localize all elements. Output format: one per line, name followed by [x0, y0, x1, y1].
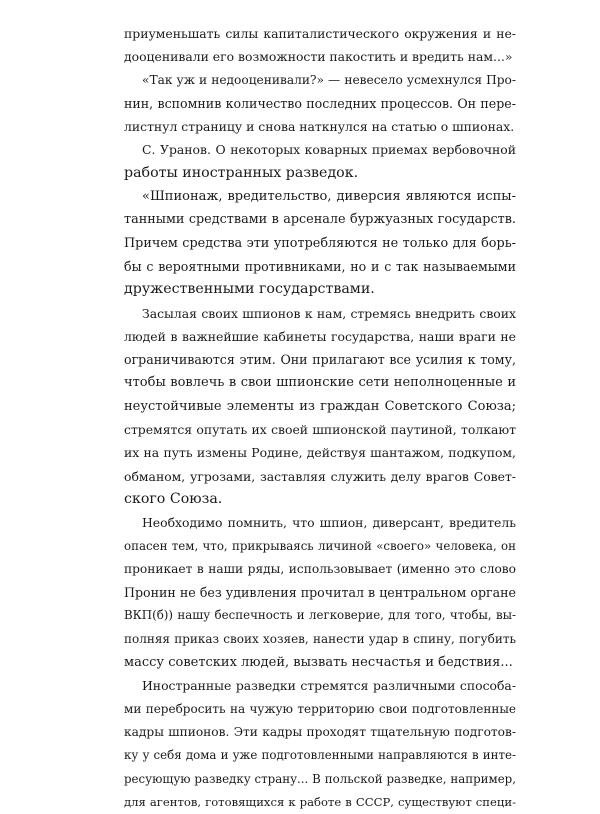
text-line: неустойчивые элементы из граждан Советского Союза;	[124, 398, 516, 414]
paragraph	[124, 302, 516, 512]
text-line: бы с вероятными противниками, но и с так называемыми	[124, 258, 516, 274]
text-line: ского Союза.	[124, 490, 223, 507]
paragraph	[124, 138, 516, 185]
text-line: кадры шпионов. Эти кадры проходят тщательную подготов-	[124, 724, 516, 739]
text-line: Пронин не без удивления прочитал в центральном органе	[124, 585, 516, 601]
paragraph	[124, 185, 516, 301]
text-line: дооценивали его возможности пакостить и вредить нам...»	[124, 49, 513, 65]
text-line: Необходимо помнить, что шпион, диверсант, вредитель	[142, 515, 516, 531]
text-line: чтобы вовлечь в свои шпионские сети неполноценные и	[124, 375, 516, 391]
text-line: ограничиваются этим. Они прилагают все усилия к тому,	[124, 352, 516, 368]
text-line: «Так уж и недооценивали?» — невесело усмехнулся Про-	[142, 72, 516, 87]
text-line: их на путь измены Родине, действуя шантажом, подкупом,	[124, 445, 516, 461]
text-line: массу советских людей, вызвать несчастья и бедствия...	[124, 655, 513, 671]
text-line: С. Уранов. О некоторых коварных приемах вербовочной	[142, 142, 516, 158]
text-line: проникает в наши ряды, использовывает (именно это слово	[124, 561, 516, 576]
paragraph	[124, 69, 516, 139]
text-line: приуменьшать силы капиталистического окружения и не-	[124, 26, 516, 41]
text-line: Иностранные разведки стремятся различными способа-	[142, 678, 516, 694]
text-line: нин, вспомнив количество последних процессов. Он пере-	[124, 95, 516, 111]
text-line: ку у себя дома и уже подготовленными направляются в инте-	[124, 748, 516, 763]
text-line: работы иностранных разведок.	[124, 164, 359, 181]
text-line: ми перебросить на чужую территорию свои подготовленные	[124, 701, 516, 716]
text-line: дружественными государствами.	[124, 281, 375, 298]
paragraph	[124, 22, 516, 69]
text-line: людей в важнейшие кабинеты государства, наши враги не	[124, 328, 516, 344]
text-line: листнул страницу и снова наткнулся на статью о шпионах.	[124, 119, 515, 135]
page-text	[124, 22, 516, 814]
paragraph	[124, 511, 516, 674]
text-line: стремятся опутать их своей шпионской паутиной, толкают	[124, 422, 516, 438]
text-line: «Шпионаж, вредительство, диверсия являются испы-	[142, 189, 516, 205]
text-line: обманом, угрозами, заставляя служить делу врагов Совет-	[124, 468, 516, 484]
paragraph	[124, 674, 516, 814]
text-line: ресующую разведку страну... В польской разведке, например,	[124, 771, 516, 786]
text-line: полняя приказ своих хозяев, нанести удар в спину, погубить	[124, 631, 516, 646]
text-line: опасен тем, что, прикрываясь личиной «своего» человека, он	[124, 538, 516, 553]
text-line: для агентов, готовящихся к работе в СССР, существуют специ-	[124, 794, 516, 809]
text-line: ВКП(б)) нашу беспечность и легковерие, для того, чтобы, вы-	[124, 608, 516, 623]
text-line: танными средствами в арсенале буржуазных государств.	[124, 212, 516, 228]
text-line: Причем средства эти употребляются не только для борь-	[124, 235, 516, 251]
text-line: Засылая своих шпионов к нам, стремясь внедрить своих	[142, 305, 516, 321]
